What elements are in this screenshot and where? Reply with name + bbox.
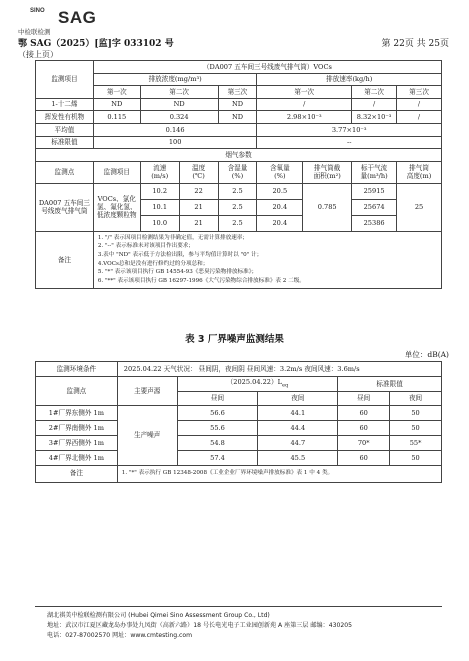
condition-row: 监测环境条件 2025.04.22 天气状况： 昼间阴，夜间阴 昼间风速：3.2m/s 夜间风速：3.6m/s bbox=[36, 362, 442, 377]
remarks: 1. "/" 表示因项目检测结果为非确定值，无需计算排放速率； 2. "--" 表示标准未对该项目作出要求； 3.表中 "ND" 表示低于方法检出限，参与平均值计算时以 "0" 计； 4.VOCs总和是没有进行修约过的分项总和； 5. "*" 表示该项目执行 GB 14554-93《恶臭污染物排放标准》； 6. "**" 表示该项目执行 GB 16297-1996《大气污染物综合排放标准》表 2 二级。 bbox=[93, 231, 441, 288]
round-header: 第一次 bbox=[257, 86, 352, 99]
footer-divider bbox=[35, 606, 442, 607]
table-row: 10.0 21 2.5 20.4 25386 bbox=[36, 215, 442, 231]
table-row: DA007 五车间三号线废气排气筒 VOCs、氯化氢、氟化氢、低浓度颗粒物 10.2 22 2.5 20.5 0.785 25915 25 bbox=[36, 183, 442, 199]
round-header: 第三次 bbox=[218, 86, 257, 99]
round-header: 第一次 bbox=[93, 86, 140, 99]
flue-point: DA007 五车间三号线废气排气筒 bbox=[36, 183, 94, 231]
source-header: 主要声源 bbox=[117, 376, 177, 406]
table-row: 10.1 21 2.5 20.4 25674 bbox=[36, 199, 442, 215]
remark-row bbox=[36, 231, 442, 288]
page-number: 第 22页 共 25页 bbox=[381, 39, 449, 49]
logo-cn-text: 中检联检测 bbox=[18, 28, 51, 36]
noise-remark: 1. "*" 表示执行 GB 12348-2008《工业企业厂界环境噪声排放标准》表 1 中 4 类。 bbox=[117, 465, 441, 482]
company-logo bbox=[18, 8, 148, 34]
limit-row: 标准限值 100 -- bbox=[36, 136, 442, 149]
unit-label: 单位：dB(A) bbox=[404, 350, 449, 359]
table-row: 3#厂界西侧外 1m 54.8 44.7 70* 55* bbox=[36, 435, 442, 450]
table-row: 1-十二烯 ND ND ND / / / bbox=[36, 98, 442, 111]
table1-title: （DA007 五车间三号线废气排气筒）VOCs bbox=[93, 61, 441, 74]
condition-value: 2025.04.22 天气状况： 昼间阴，夜间阴 昼间风速：3.2m/s 夜间风速：3.6m/s bbox=[117, 362, 441, 377]
noise-source: 生产噪声 bbox=[117, 406, 177, 465]
logo-sino-text: SINO bbox=[30, 8, 45, 14]
flue-height: 25 bbox=[397, 183, 442, 231]
noise-table: 监测环境条件 2025.04.22 天气状况： 昼间阴，夜间阴 昼间风速：3.2m/s 夜间风速：3.6m/s 监测点 主要声源 $(2025.04.22)L_{eq}$ 标准限值 昼间 夜间 昼间 夜间 1#厂界东侧外 1m 生产噪声 56.6 44.1 60 50 2#厂界南侧外 1m 55.6 44.4 60 50 3#厂界西侧外 1m 54.8 44.7 70* 55* 4#厂界北侧外 1m 57.4 45.5 60 50 备注 1. "*" 表示执行 GB 12348-2008《工业企业厂界环境噪声排放标准》表 1 中 4 类。 bbox=[35, 361, 442, 483]
logo-sag-text: SAG bbox=[58, 8, 97, 27]
table-row: 4#厂界北侧外 1m 57.4 45.5 60 50 bbox=[36, 450, 442, 465]
round-header: 第二次 bbox=[140, 86, 218, 99]
remark-label: 备注 bbox=[36, 231, 94, 288]
report-number: 鄂 SAG（2025）[监]字 033102 号 bbox=[18, 39, 174, 49]
continued-label: （接上页） bbox=[18, 50, 58, 59]
flue-title: 烟气参数 bbox=[36, 149, 442, 162]
std-header: 标准限值 bbox=[338, 376, 442, 391]
average-row: 平均值 0.146 3.77×10⁻³ bbox=[36, 123, 442, 136]
table3-title: 表 3 厂界噪声监测结果 bbox=[185, 334, 284, 345]
flue-header-row: 监测点 监测项目 流速 (m/s) 温度 (℃) 含湿量 (%) 含氧量 (%) 排气筒截 面积(m²) 标干气流 量(m³/h) 排气筒 高度(m) bbox=[36, 161, 442, 183]
footer-company: 湖北祺美中检联检测有限公司 (Hubei Qimei Sino Assessment Group Co., Ltd) bbox=[47, 612, 270, 619]
flue-items: VOCs、氯化氢、氟化氢、低浓度颗粒物 bbox=[93, 183, 140, 231]
point-header: 监测点 bbox=[36, 376, 118, 406]
round-header: 第二次 bbox=[352, 86, 397, 99]
footer bbox=[47, 611, 352, 640]
flue-area: 0.785 bbox=[303, 183, 352, 231]
footer-contact: 电话：027-87002570 网址：www.cmtesting.com bbox=[47, 631, 193, 639]
rate-header: 排放速率(kg/h) bbox=[257, 73, 442, 86]
voc-emission-table bbox=[35, 60, 442, 289]
table-row: 挥发性有机物 0.115 0.324 ND 2.98×10⁻³ 8.32×10⁻³ / bbox=[36, 111, 442, 124]
project-header: 监测项目 bbox=[36, 61, 94, 99]
remark-row: 备注 1. "*" 表示执行 GB 12348-2008《工业企业厂界环境噪声排放标准》表 1 中 4 类。 bbox=[36, 465, 442, 482]
table-row: 2#厂界南侧外 1m 55.6 44.4 60 50 bbox=[36, 421, 442, 436]
conc-header: 排放浓度(mg/m³) bbox=[93, 73, 257, 86]
table-row: 1#厂界东侧外 1m 生产噪声 56.6 44.1 60 50 bbox=[36, 406, 442, 421]
footer-address: 地址：武汉市江夏区藏龙岛办事处九凤街（高新六路）18 号长电光电子工业园创新苑 A 座第三层 邮编：430205 bbox=[47, 621, 352, 629]
round-header: 第三次 bbox=[397, 86, 442, 99]
date-header: $(2025.04.22)L_{eq}$ bbox=[177, 376, 338, 391]
